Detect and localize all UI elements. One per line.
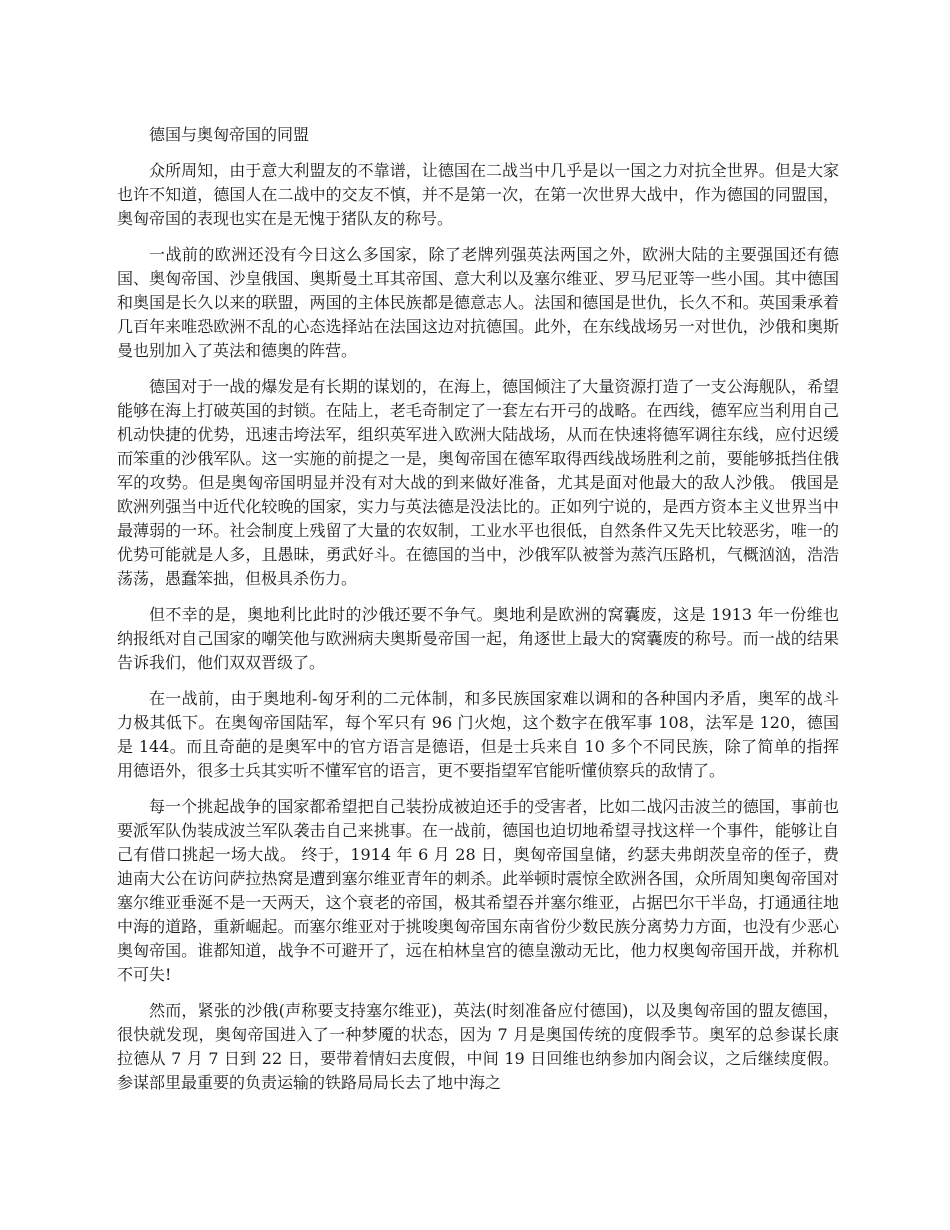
paragraph-4: 但不幸的是，奥地利比此时的沙俄还要不争气。奥地利是欧洲的窝囊废，这是 1913 年一份维也纳报纸对自己国家的嘲笑他与欧洲病夫奥斯曼帝国一起，角逐世上最大的窝囊废的称号。而一战的结果告诉我们，他们双双晋级了。 (117, 605, 839, 672)
paragraph-5: 在一战前，由于奥地利-匈牙利的二元体制，和多民族国家难以调和的各种国内矛盾，奥军的战斗力极其低下。在奥匈帝国陆军，每个军只有 96 门火炮，这个数字在俄军事 108，法军是 120，德国是 144。而且奇葩的是奥军中的官方语言是德语，但是士兵来自 10 多个不同民族，除了简单的指挥用德语外，很多士兵其实听不懂军官的语言，更不要指望军官能听懂侦察兵的敌情了。 (117, 689, 839, 780)
paragraph-7: 然而，紧张的沙俄(声称要支持塞尔维亚)，英法(时刻准备应付德国)，以及奥匈帝国的盟友德国，很快就发现，奥匈帝国进入了一种梦魇的状态，因为 7 月是奥国传统的度假季节。奥军的总参谋长康拉德从 7 月 7 日到 22 日，要带着情妇去度假，中间 19 日回维也纳参加内阁会议，之后继续度假。参谋部里最重要的负责运输的铁路局局长去了地中海之 (117, 1001, 839, 1092)
document-page (117, 123, 839, 1107)
paragraph-3: 德国对于一战的爆发是有长期的谋划的，在海上，德国倾注了大量资源打造了一支公海舰队，希望能够在海上打破英国的封锁。在陆上，老毛奇制定了一套左右开弓的战略。在西线，德军应当利用自己机动快捷的优势，迅速击垮法军，组织英军进入欧洲大陆战场，从而在快速将德军调往东线，应付迟缓而笨重的沙俄军队。这一实施的前提之一是，奥匈帝国在德军取得西线战场胜利之前，要能够抵挡住俄军的攻势。但是奥匈帝国明显并没有对大战的到来做好准备，尤其是面对他最大的敌人沙俄。 俄国是欧洲列强当中近代化较晚的国家，实力与英法德是没法比的。正如列宁说的，是西方资本主义世界当中最薄弱的一环。社会制度上残留了大量的农奴制，工业水平也很低，自然条件又先天比较恶劣，唯一的优势可能就是人多，且愚昧，勇武好斗。在德国的当中，沙俄军队被誉为蒸汽压路机，气概汹汹，浩浩荡荡，愚蠢笨拙，但极具杀伤力。 (117, 377, 839, 588)
paragraph-2: 一战前的欧洲还没有今日这么多国家，除了老牌列强英法两国之外，欧洲大陆的主要强国还有德国、奥匈帝国、沙皇俄国、奥斯曼土耳其帝国、意大利以及塞尔维亚、罗马尼亚等一些小国。其中德国和奥国是长久以来的联盟，两国的主体民族都是德意志人。法国和德国是世仇，长久不和。英国秉承着几百年来唯恐欧洲不乱的心态选择站在法国这边对抗德国。此外，在东线战场另一对世仇，沙俄和奥斯曼也别加入了英法和德奥的阵营。 (117, 245, 839, 360)
paragraph-6: 每一个挑起战争的国家都希望把自己装扮成被迫还手的受害者，比如二战闪击波兰的德国，事前也要派军队伪装成波兰军队袭击自己来挑事。在一战前，德国也迫切地希望寻找这样一个事件，能够让自己有借口挑起一场大战。 终于，1914 年 6 月 28 日，奥匈帝国皇储，约瑟夫弗朗茨皇帝的侄子，费迪南大公在访问萨拉热窝是遭到塞尔维亚青年的刺杀。此举顿时震惊全欧洲各国，众所周知奥匈帝国对塞尔维亚垂涎不是一天两天，这个衰老的帝国，极其希望吞并塞尔维亚，占据巴尔干半岛，打通通往地中海的道路，重新崛起。而塞尔维亚对于挑唆奥匈帝国东南省份少数民族分离势力方面，也没有少恶心奥匈帝国。谁都知道，战争不可避开了，远在柏林皇宫的德皇激动无比，他力权奥匈帝国开战，并称机不可失! (117, 797, 839, 984)
paragraph-1: 众所周知，由于意大利盟友的不靠谱，让德国在二战当中几乎是以一国之力对抗全世界。但是大家也许不知道，德国人在二战中的交友不慎，并不是第一次，在第一次世界大战中，作为德国的同盟国，奥匈帝国的表现也实在是无愧于猪队友的称号。 (117, 161, 839, 228)
document-title: 德国与奥匈帝国的同盟 (149, 125, 310, 144)
